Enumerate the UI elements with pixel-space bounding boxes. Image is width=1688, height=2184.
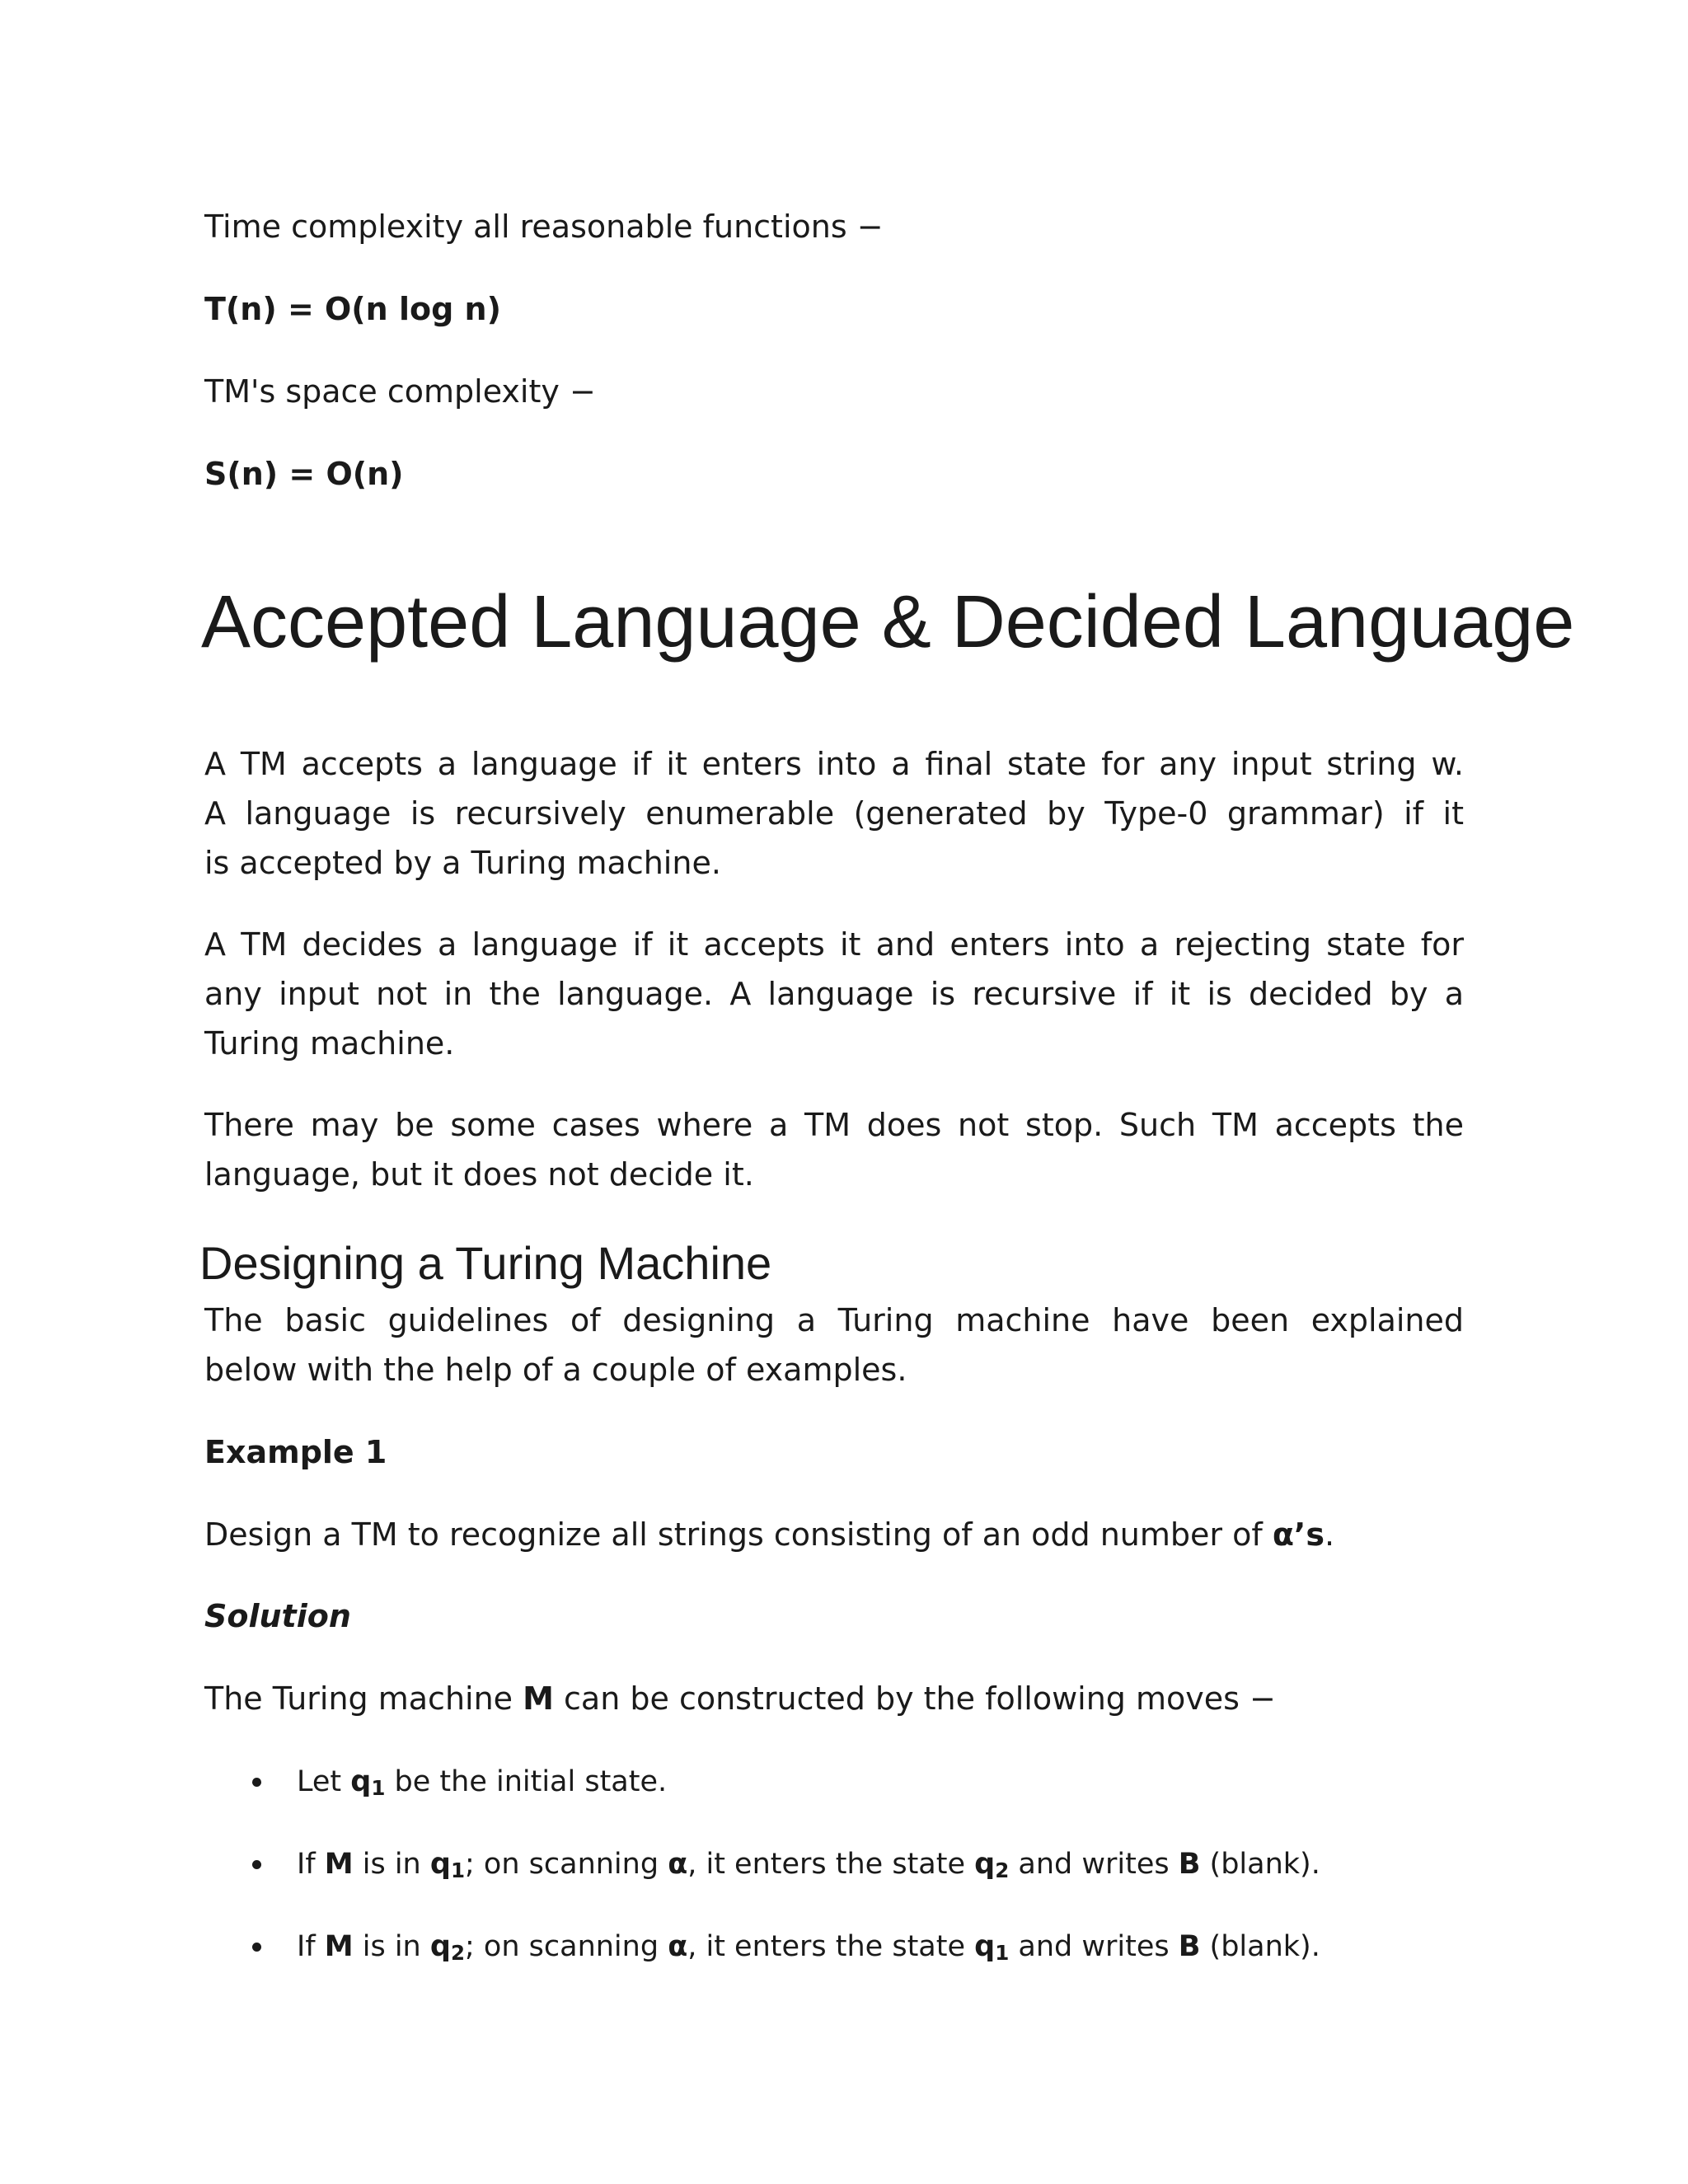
b3-t2: is in (353, 1930, 430, 1963)
bullet-icon (252, 1943, 261, 1952)
time-complexity-formula: T(n) = O(n log n) (204, 291, 501, 327)
b3-t6: (blank). (1200, 1930, 1320, 1963)
example-statement (204, 1510, 1334, 1559)
b1-t2: be the initial state. (385, 1765, 668, 1798)
bullet-icon (252, 1778, 261, 1787)
alpha-symbol: α’s (1272, 1516, 1325, 1553)
b3-t1: If (297, 1930, 325, 1963)
paragraph-guidelines-line-1: The basic guidelines of designing a Turing machine have been explained (204, 1302, 1464, 1338)
b3-q2: q (974, 1930, 996, 1963)
solution-intro-b: can be constructed by the following moves − (553, 1680, 1276, 1717)
paragraph-decides-line-3: Turing machine. (204, 1025, 455, 1062)
paragraph-accepts-line-3: is accepted by a Turing machine. (204, 845, 721, 881)
paragraph-guidelines-line-2: below with the help of a couple of examples. (204, 1352, 907, 1388)
paragraph-decides-line-2: any input not in the language. A language is recursive if it is decided by a (204, 976, 1464, 1012)
b3-sub1: 2 (450, 1940, 465, 1965)
b1-t1: Let (297, 1765, 351, 1798)
example-title: Example 1 (204, 1434, 387, 1470)
b3-blank: B (1178, 1930, 1201, 1963)
b3-t5: and writes (1009, 1930, 1179, 1963)
paragraph-accepts-line-1: A TM accepts a language if it enters into a final state for any input string w. (204, 746, 1464, 782)
list-item-move-q1 (297, 1841, 1320, 1887)
b3-state-from (430, 1930, 465, 1963)
example-end: . (1324, 1516, 1335, 1553)
solution-intro-a: The Turing machine (204, 1680, 523, 1717)
b3-t3: ; on scanning (465, 1930, 668, 1963)
space-complexity-formula: S(n) = O(n) (204, 456, 404, 492)
bullet-icon (252, 1860, 261, 1869)
b2-sub2: 2 (995, 1858, 1010, 1882)
machine-m: M (523, 1680, 554, 1717)
b2-state-from (430, 1848, 465, 1881)
b2-alpha: α (668, 1848, 688, 1881)
b1-state (350, 1765, 385, 1798)
b3-sub2: 1 (995, 1940, 1010, 1965)
time-complexity-intro: Time complexity all reasonable functions − (204, 209, 884, 245)
paragraph-accepts-line-2: A language is recursively enumerable (generated by Type-0 grammar) if it (204, 795, 1464, 832)
b2-m: M (324, 1848, 354, 1881)
heading-accepted-decided-language: Accepted Language & Decided Language (201, 581, 1575, 663)
paragraph-decides-line-1: A TM decides a language if it accepts it and enters into a rejecting state for (204, 926, 1464, 963)
b3-q1: q (429, 1930, 451, 1963)
list-item-initial-state (297, 1759, 667, 1805)
paragraph-nonstop-line-2: language, but it does not decide it. (204, 1156, 754, 1193)
b3-m: M (324, 1930, 354, 1963)
b2-sub1: 1 (450, 1858, 465, 1882)
b2-t4: , it enters the state (687, 1848, 975, 1881)
b2-q1: q (429, 1848, 451, 1881)
example-text: Design a TM to recognize all strings consisting of an odd number of (204, 1516, 1273, 1553)
list-item-move-q2 (297, 1924, 1320, 1970)
b2-q2: q (974, 1848, 996, 1881)
space-complexity-intro: TM's space complexity − (204, 373, 596, 410)
b3-t4: , it enters the state (687, 1930, 975, 1963)
b2-t1: If (297, 1848, 325, 1881)
b1-q: q (350, 1765, 372, 1798)
b2-t3: ; on scanning (465, 1848, 668, 1881)
solution-intro (204, 1674, 1276, 1723)
solution-title: Solution (204, 1598, 351, 1634)
b2-t5: and writes (1009, 1848, 1179, 1881)
b2-blank: B (1178, 1848, 1201, 1881)
heading-designing-turing-machine: Designing a Turing Machine (199, 1237, 772, 1289)
b2-t2: is in (353, 1848, 430, 1881)
b3-alpha: α (668, 1930, 688, 1963)
b2-t6: (blank). (1200, 1848, 1320, 1881)
b2-state-to (974, 1848, 1009, 1881)
paragraph-nonstop-line-1: There may be some cases where a TM does not stop. Such TM accepts the (204, 1107, 1464, 1143)
b3-state-to (974, 1930, 1009, 1963)
b1-sub: 1 (371, 1775, 386, 1800)
